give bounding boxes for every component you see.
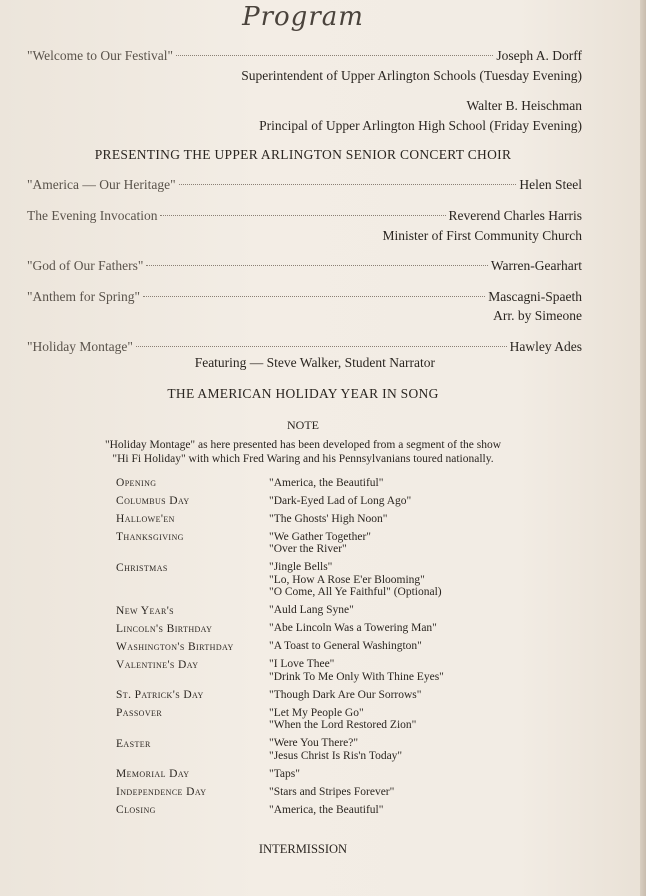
- program-item-note: Principal of Upper Arlington High School (Friday Evening): [259, 118, 582, 133]
- holiday-songs: [269, 510, 387, 528]
- page-edge: [640, 0, 646, 896]
- holiday-name: Memorial Day: [116, 768, 190, 780]
- page-title: Program: [242, 2, 364, 32]
- song-title: "Auld Lang Syne": [269, 604, 354, 616]
- holiday-name: Christmas: [116, 561, 168, 574]
- holiday-row: [116, 704, 516, 735]
- program-item-performer: Warren-Gearhart: [490, 258, 582, 273]
- holiday-row: [116, 638, 516, 656]
- holiday-row: [116, 801, 516, 819]
- holiday-row: [116, 686, 516, 704]
- program-item-note: Featuring — Steve Walker, Student Narrator: [194, 355, 435, 370]
- holiday-name: St. Patrick's Day: [116, 689, 204, 701]
- program-item-note: Arr. by Simeone: [493, 308, 582, 323]
- holiday-name: Opening: [116, 477, 157, 489]
- program-line-invocation: [27, 207, 582, 225]
- dot-leader: [136, 346, 507, 347]
- song-title: "Abe Lincoln Was a Towering Man": [269, 622, 437, 634]
- holiday-name: Lincoln's Birthday: [116, 622, 213, 635]
- note-line: "Hi Fi Holiday" with which Fred Waring and his Pennsylvanians toured nationally.: [112, 453, 494, 465]
- program-line-welcome: [27, 47, 582, 65]
- holiday-row: [116, 735, 516, 766]
- holiday-songs: [269, 602, 354, 620]
- program-item-performer: Mascagni-Spaeth: [488, 289, 582, 304]
- song-title: "Over the River": [269, 543, 347, 555]
- holiday-row: [116, 765, 516, 783]
- holiday-row: [116, 474, 516, 492]
- intermission-label: INTERMISSION: [258, 842, 348, 856]
- holiday-songs: [269, 735, 402, 766]
- holiday-songs: [269, 783, 394, 801]
- holiday-row: [116, 510, 516, 528]
- holiday-songs: [269, 704, 416, 735]
- program-item-performer: Joseph A. Dorff: [496, 48, 582, 63]
- song-title: "Jingle Bells": [269, 561, 333, 573]
- dot-leader: [143, 296, 485, 297]
- holiday-row: [116, 656, 516, 687]
- note-heading: NOTE: [287, 418, 319, 432]
- song-title: "The Ghosts' High Noon": [269, 512, 388, 525]
- holiday-songs: [269, 528, 371, 559]
- program-line-anthem-for-spring: [27, 288, 582, 306]
- program-item-note: Superintendent of Upper Arlington Schools (Tuesday Evening): [241, 68, 582, 83]
- program-item-performer: Helen Steel: [519, 177, 582, 192]
- holiday-songs: [269, 656, 444, 687]
- song-title: "I Love Thee": [269, 658, 335, 670]
- song-title: "Though Dark Are Our Sorrows": [269, 688, 422, 701]
- song-title: "Let My People Go": [269, 706, 364, 719]
- program-item-title: "Welcome to Our Festival": [27, 48, 174, 63]
- holiday-name: Valentine's Day: [116, 658, 199, 671]
- holiday-name: New Year's: [116, 604, 175, 617]
- dot-leader: [160, 215, 445, 216]
- dot-leader: [146, 265, 488, 266]
- holiday-list: [116, 474, 516, 819]
- program-item-performer: Hawley Ades: [509, 339, 582, 354]
- song-title: "Were You There?": [269, 737, 359, 749]
- note-line: "Holiday Montage" as here presented has been developed from a segment of the show: [104, 439, 502, 451]
- program-item-title: The Evening Invocation: [27, 208, 158, 223]
- holiday-row: [116, 602, 516, 620]
- holiday-row: [116, 528, 516, 559]
- song-title: "Lo, How A Rose E'er Blooming": [269, 573, 425, 586]
- holiday-name: Thanksgiving: [116, 531, 184, 543]
- program-item-note: Walter B. Heischman: [466, 98, 582, 113]
- song-title: "O Come, All Ye Faithful" (Optional): [269, 586, 442, 598]
- program-line-america: [27, 176, 582, 194]
- holiday-songs: [269, 474, 383, 492]
- holiday-name: Passover: [116, 707, 163, 719]
- program-line-god-of-our-fathers: [27, 257, 582, 275]
- holiday-row: [116, 492, 516, 510]
- holiday-songs: [269, 801, 383, 819]
- holiday-name: Easter: [116, 737, 151, 750]
- holiday-songs: [269, 620, 437, 638]
- song-title: "Taps": [269, 767, 300, 780]
- holiday-songs: [269, 765, 300, 783]
- holiday-row: [116, 559, 516, 602]
- section-title: THE AMERICAN HOLIDAY YEAR IN SONG: [167, 386, 439, 401]
- program-item-title: "Holiday Montage": [27, 339, 133, 354]
- song-title: "America, the Beautiful": [269, 476, 384, 489]
- program-item-title: "America — Our Heritage": [27, 177, 176, 192]
- program-item-title: "Anthem for Spring": [27, 289, 141, 304]
- holiday-name: Washington's Birthday: [116, 640, 234, 653]
- song-title: "America, the Beautiful": [269, 803, 384, 816]
- song-title: "Stars and Stripes Forever": [269, 785, 395, 798]
- song-title: "Jesus Christ Is Ris'n Today": [269, 749, 403, 762]
- dot-leader: [179, 184, 517, 185]
- holiday-songs: [269, 492, 411, 510]
- song-title: "Dark-Eyed Lad of Long Ago": [269, 494, 412, 507]
- holiday-row: [116, 783, 516, 801]
- choir-heading: PRESENTING THE UPPER ARLINGTON SENIOR CONCERT CHOIR: [94, 147, 512, 162]
- holiday-name: Hallowe'en: [116, 513, 175, 525]
- program-item-title: "God of Our Fathers": [27, 258, 144, 273]
- holiday-row: [116, 620, 516, 638]
- holiday-name: Independence Day: [116, 786, 207, 798]
- holiday-songs: [269, 686, 421, 704]
- dot-leader: [176, 55, 493, 56]
- note-paragraph: [0, 438, 606, 466]
- song-title: "Drink To Me Only With Thine Eyes": [269, 670, 444, 683]
- song-title: "We Gather Together": [269, 530, 371, 543]
- program-item-note: Minister of First Community Church: [382, 228, 582, 243]
- holiday-name: Closing: [116, 804, 156, 816]
- holiday-songs: [269, 638, 422, 656]
- song-title: "A Toast to General Washington": [269, 640, 422, 652]
- holiday-songs: [269, 559, 442, 602]
- program-item-performer: Reverend Charles Harris: [448, 208, 582, 223]
- holiday-name: Columbus Day: [116, 495, 190, 507]
- song-title: "When the Lord Restored Zion": [269, 719, 417, 731]
